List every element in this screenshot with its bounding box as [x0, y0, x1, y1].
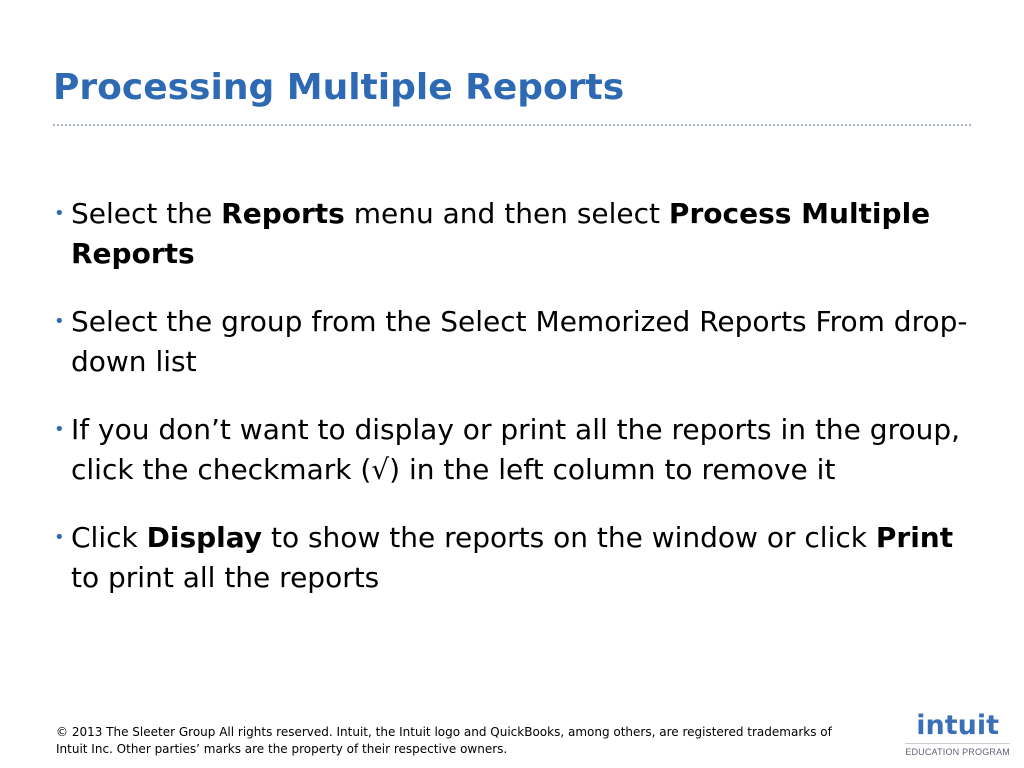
bullet-text-segment: Select the group from the Select Memorized Reports From drop-down list [71, 305, 968, 378]
slide-title: Processing Multiple Reports [53, 67, 625, 108]
bullet-list [54, 194, 984, 626]
intuit-logo [905, 712, 1010, 758]
bullet-dot-icon: • [54, 527, 65, 548]
bullet-item [54, 194, 984, 274]
bullet-bold-segment: Display [146, 521, 263, 554]
bullet-text-segment: Click [71, 521, 147, 554]
bullet-text-segment: Select the [71, 197, 222, 230]
logo-subtitle: EDUCATION PROGRAM [905, 743, 1010, 758]
logo-wordmark: intuit [916, 710, 1000, 741]
bullet-text [71, 197, 930, 270]
bullet-dot-icon: • [54, 203, 65, 224]
bullet-text [71, 521, 953, 594]
bullet-item [54, 518, 984, 598]
bullet-text-segment: to show the reports on the window or click [262, 521, 876, 554]
title-divider [53, 124, 971, 126]
bullet-item [54, 410, 984, 490]
bullet-text [71, 413, 960, 486]
bullet-dot-icon: • [54, 311, 65, 332]
bullet-bold-segment: Process Multiple Reports [71, 197, 931, 270]
bullet-bold-segment: Reports [221, 197, 345, 230]
bullet-text-segment: menu and then select [344, 197, 669, 230]
bullet-dot-icon: • [54, 419, 65, 440]
bullet-item [54, 302, 984, 382]
bullet-text-segment: to print all the reports [71, 561, 380, 594]
bullet-text [71, 305, 967, 378]
bullet-bold-segment: Print [875, 521, 954, 554]
copyright-footer: © 2013 The Sleeter Group All rights reserved. Intuit, the Intuit logo and QuickBooks, among others, are registered trademarks of Intuit Inc. Other parties’ marks are the property of their respective owners. [56, 725, 832, 756]
bullet-text-segment: If you don’t want to display or print all the reports in the group, click the checkmark (√) in the left column to remove it [71, 413, 961, 486]
